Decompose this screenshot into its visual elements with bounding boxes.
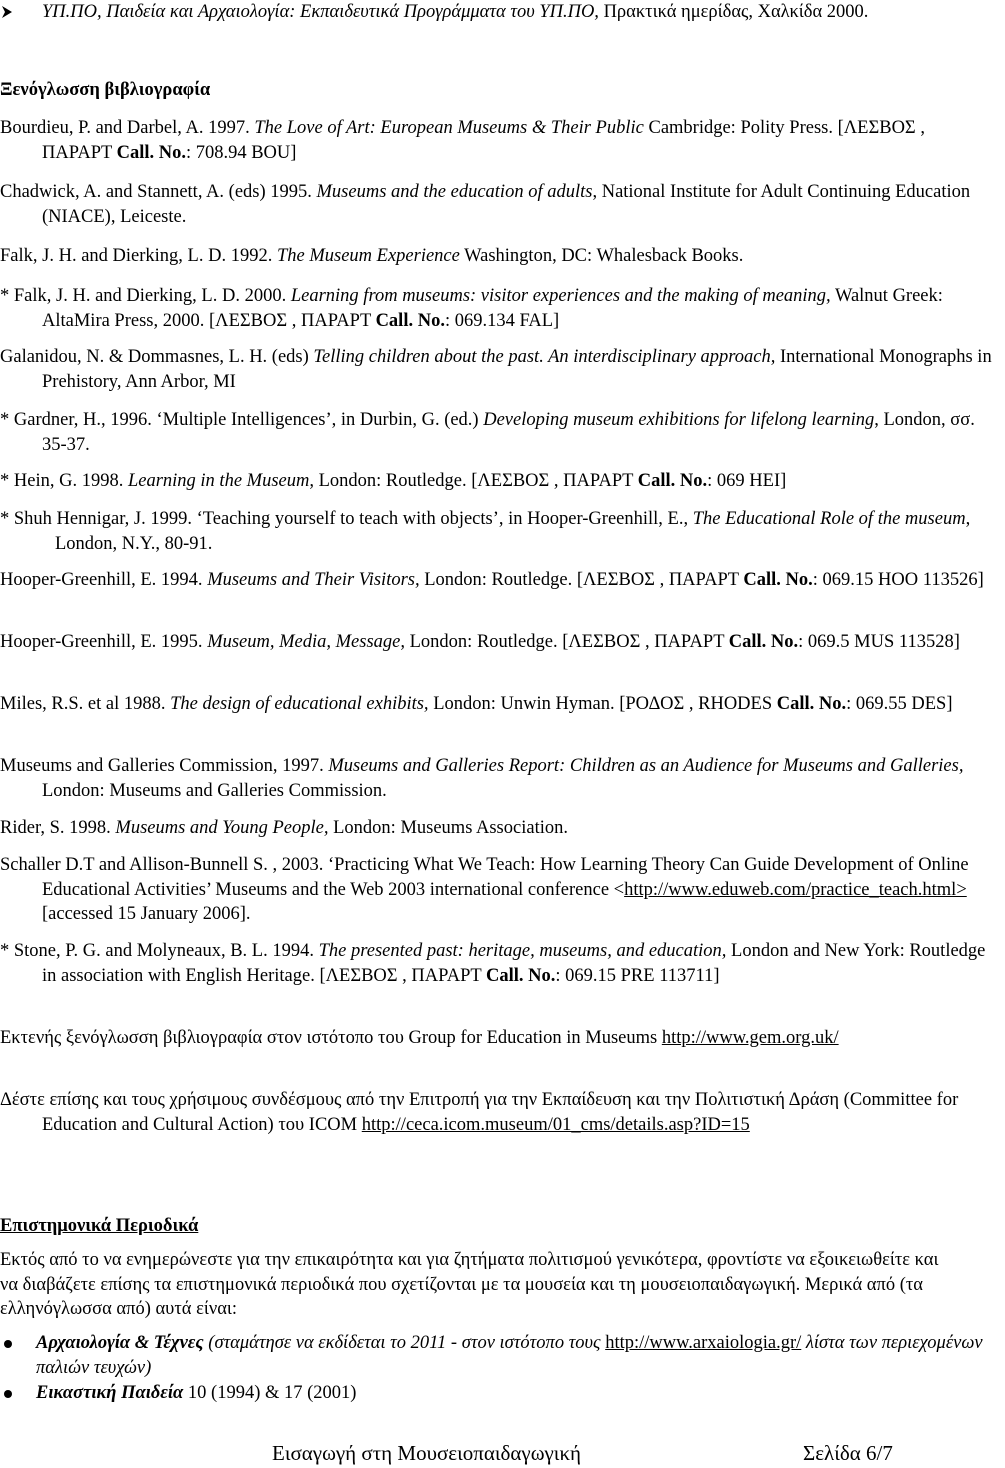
journals-heading: Επιστημονικά Περιοδικά <box>0 1216 199 1236</box>
entry-call-label: Call. No. <box>637 471 708 491</box>
entry-call-number: : 069.55 DES] <box>846 694 953 714</box>
bib-entry <box>0 116 992 165</box>
header-list-item <box>0 0 992 25</box>
entry-author: Galanidou, N. & Dommasnes, L. H. (eds) <box>0 347 314 367</box>
icom-note <box>0 1088 992 1137</box>
bullet-dot-icon <box>4 1390 12 1398</box>
entry-publisher: London: Routledge. [ΛΕΣΒΟΣ , ΠΑΡΑΡΤ <box>405 632 729 652</box>
entry-publisher: , London, σσ. 35-37. <box>42 410 975 455</box>
entry-author: * Falk, J. H. and Dierking, L. D. 2000. <box>0 286 291 306</box>
entry-publisher: London and New York: Routledge in association with English Heritage. [ΛΕΣΒΟΣ , ΠΑΡΑΡΤ <box>42 941 986 986</box>
entry-call-number: : 708.94 BOU] <box>185 142 297 163</box>
entry-publisher: Washington, DC: Whalesback Books. <box>459 246 744 266</box>
gem-link[interactable]: http://www.gem.org.uk/ <box>661 1028 839 1048</box>
entry-author: Miles, R.S. et al 1988. <box>0 694 171 714</box>
entry-title: Developing museum exhibitions for lifelong learning <box>483 410 875 430</box>
bib-entry <box>0 244 992 269</box>
entry-publisher: London: Museums Association. <box>328 818 568 838</box>
entry-title: Museum, Media, Message, <box>207 632 405 652</box>
entry-call-label: Call. No. <box>776 694 847 714</box>
journal-note-2: λίστα των περιεχομένων παλιών τευχών) <box>36 1333 983 1378</box>
bib-entry <box>0 754 992 803</box>
entry-title: Museums and Young People, <box>115 818 329 838</box>
header-rest: Πρακτικά ημερίδας, Χαλκίδα 2000. <box>598 2 869 22</box>
entry-title: Museums and the education of adults <box>316 182 593 202</box>
entry-call-label: Call. No. <box>486 965 556 986</box>
entry-title: Museums and Their Visitors, <box>207 570 420 590</box>
entry-author: * Gardner, H., 1996. ‘Multiple Intelligences’, in Durbin, G. (ed.) <box>0 410 484 430</box>
entry-call-number: : 069.134 FAL] <box>444 310 560 331</box>
bib-entry <box>0 284 992 333</box>
bib-entry <box>0 939 992 988</box>
entry-title: The Museum Experience <box>276 246 460 266</box>
entry-title: The Educational Role of the museum <box>692 509 966 529</box>
entry-author: Bourdieu, P. and Darbel, A. 1997. <box>0 118 255 138</box>
entry-call-label: Call. No. <box>116 142 186 163</box>
entry-publisher: London: Unwin Hyman. [ΡΟΔΟΣ , RHODES <box>428 694 777 714</box>
footer-title: Εισαγωγή στη Μουσειοπαιδαγωγική <box>272 1441 582 1465</box>
entry-call-label: Call. No. <box>728 632 799 652</box>
entry-author: Chadwick, A. and Stannett, A. (eds) 1995. <box>0 182 317 202</box>
entry-title: Museums and Galleries Report: Children as an Audience for Museums and Galleries, <box>328 756 964 776</box>
bullet-dot-icon <box>4 1340 12 1348</box>
entry-author: Hooper-Greenhill, E. 1995. <box>0 632 208 652</box>
entry-call-number: : 069.15 PRE 113711] <box>555 965 720 986</box>
entry-title: The presented past: heritage, museums, and education, <box>318 941 727 961</box>
entry-publisher: London: Routledge. [ΛΕΣΒΟΣ , ΠΑΡΑΡΤ <box>313 471 638 491</box>
bib-entry <box>0 630 992 655</box>
entry-call-label: Call. No. <box>375 310 445 331</box>
entry-call-number: : 069 HEI] <box>707 471 787 491</box>
extended-bibliography-text: Εκτενής ξενόγλωσση βιβλιογραφία στον ιστότοπο του Group for Education in Museums <box>0 1028 662 1048</box>
entry-accessed: [accessed 15 January 2006]. <box>42 904 251 924</box>
entry-title: Telling children about the past. An interdisciplinary approach, <box>313 347 776 367</box>
entry-publisher: , National Institute for Adult Continuing Education (NIACE), Leiceste. <box>42 182 971 227</box>
entry-publisher: Walnut Greek: AltaMira Press, 2000. [ΛΕΣΒΟΣ , ΠΑΡΑΡΤ <box>42 286 943 331</box>
extended-bibliography-note <box>0 1026 992 1051</box>
journals-intro: Εκτός από το να ενημερώνεστε για την επικαιρότητα και για ζητήματα πολιτισμού γενικότερα, φροντίστε να εξοικειωθείτε και να διαβάζετε επίσης τα επιστημονικά περιοδικά που σχετίζονται με τα μουσεία και τη μουσειοπαιδαγωγική. Μερικά από (τα ελληνόγλωσσα από) αυτά είναι: <box>0 1250 939 1319</box>
bib-entry <box>0 180 992 229</box>
entry-author: * Shuh Hennigar, J. 1999. ‘Teaching yourself to teach with objects’, in Hooper-Greenhill, E., <box>0 509 693 529</box>
entry-title: The design of educational exhibits, <box>170 694 429 714</box>
bib-entry <box>0 408 992 457</box>
entry-author: Museums and Galleries Commission, 1997. <box>0 756 329 776</box>
entry-author: Falk, J. H. and Dierking, L. D. 1992. <box>0 246 277 266</box>
entry-call-number: : 069.15 HOO 113526] <box>812 570 984 590</box>
entry-author: Schaller D.T and Allison-Bunnell S. , 2003. ‘Practicing What We Teach: How Learning Theory Can Guide Development of Online Educational Activities’ Museums and the Web 2003 international conference < <box>0 855 969 900</box>
journal-item <box>0 1331 986 1380</box>
footer-page-number: Σελίδα 6/7 <box>803 1441 893 1465</box>
journal-title: Αρχαιολογία & Τέχνες <box>36 1333 204 1353</box>
bib-entry <box>0 345 992 394</box>
journal-item <box>0 1381 986 1406</box>
arrow-bullet-icon <box>0 5 14 19</box>
journal-note: (σταμάτησε να εκδίδεται το 2011 - στον ιστότοπο τους <box>203 1333 606 1353</box>
bib-entry <box>0 853 992 927</box>
journal-note: 10 (1994) & 17 (2001) <box>183 1383 357 1403</box>
entry-author: Hooper-Greenhill, E. 1994. <box>0 570 208 590</box>
bib-entry <box>0 568 992 593</box>
arxaiologia-link[interactable]: http://www.arxaiologia.gr/ <box>605 1333 802 1353</box>
foreign-bibliography-heading: Ξενόγλωσση βιβλιογραφία <box>0 80 211 100</box>
entry-publisher: London: Museums and Galleries Commission. <box>42 780 387 801</box>
entry-author: Rider, S. 1998. <box>0 818 116 838</box>
journal-title: Εικαστική Παιδεία <box>36 1383 184 1403</box>
entry-author: * Hein, G. 1998. <box>0 471 128 491</box>
bib-entry <box>0 692 992 717</box>
bib-entry <box>0 507 1005 556</box>
entry-author: * Stone, P. G. and Molyneaux, B. L. 1994. <box>0 941 319 961</box>
icom-link[interactable]: http://ceca.icom.museum/01_cms/details.asp?ID=15 <box>361 1114 750 1135</box>
entry-title: The Love of Art: European Museums & Their Public <box>254 118 644 138</box>
entry-publisher: , London, N.Y., 80-91. <box>55 509 971 554</box>
entry-title: Learning in the Museum, <box>127 471 314 491</box>
entry-publisher: International Monographs in Prehistory, Ann Arbor, MI <box>42 347 992 392</box>
bib-entry <box>0 816 992 841</box>
entry-title: Learning from museums: visitor experiences and the making of meaning, <box>290 286 831 306</box>
icom-note-text: Δέστε επίσης και τους χρήσιμους συνδέσμους από την Επιτροπή για την Εκπαίδευση και την Πολιτιστική Δράση (Committee for Education and Cultural Action) του ICOM <box>0 1090 959 1135</box>
entry-url-link[interactable]: http://www.eduweb.com/practice_teach.html> <box>624 879 967 900</box>
entry-publisher: Cambridge: Polity Press. [ΛΕΣΒΟΣ , ΠΑΡΑΡΤ <box>42 118 925 163</box>
header-institution: ΥΠ.ΠΟ, Παιδεία και Αρχαιολογία: Εκπαιδευτικά Προγράμματα του ΥΠ.ΠΟ, <box>42 2 599 22</box>
entry-call-label: Call. No. <box>743 570 813 590</box>
entry-call-number: : 069.5 MUS 113528] <box>798 632 960 652</box>
bib-entry <box>0 469 992 494</box>
entry-publisher: London: Routledge. [ΛΕΣΒΟΣ , ΠΑΡΑΡΤ <box>419 570 744 590</box>
